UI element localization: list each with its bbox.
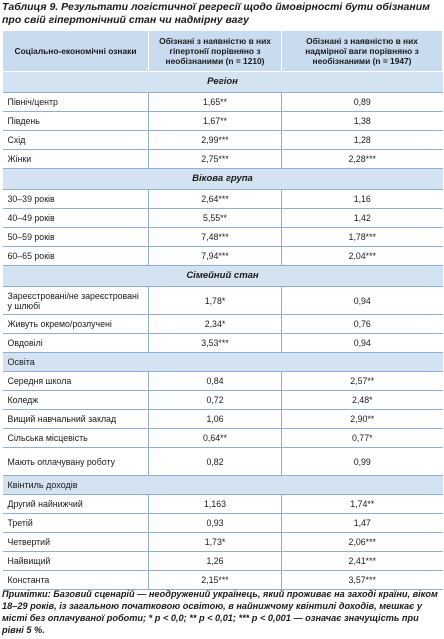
- table-header-row: [3, 31, 443, 72]
- row-label: Другий найнижчий: [3, 495, 149, 514]
- overweight-odds-ratio: 1,78***: [282, 228, 443, 247]
- group-header-row: [3, 476, 443, 495]
- section-header-row: [3, 72, 443, 93]
- table-row: [3, 410, 443, 429]
- row-label: 30–39 років: [3, 190, 149, 209]
- hypertension-odds-ratio: 3,53***: [149, 334, 282, 353]
- header-overweight: Обізнані з наявністю в них надмірної ваги порівняно з необізнаними (n = 1947): [282, 31, 443, 72]
- table-row: [3, 372, 443, 391]
- row-label: Мають оплачувану роботу: [3, 448, 149, 476]
- hypertension-odds-ratio: 0,84: [149, 372, 282, 391]
- overweight-odds-ratio: 1,74**: [282, 495, 443, 514]
- table-row: [3, 228, 443, 247]
- overweight-odds-ratio: 2,06***: [282, 533, 443, 552]
- table-row: [3, 315, 443, 334]
- row-label: 40–49 років: [3, 209, 149, 228]
- table-row: [3, 533, 443, 552]
- row-label: Третій: [3, 514, 149, 533]
- overweight-odds-ratio: 0,77*: [282, 429, 443, 448]
- group-title: Освіта: [3, 353, 443, 372]
- row-label: Коледж: [3, 391, 149, 410]
- table-row: [3, 448, 443, 476]
- hypertension-odds-ratio: 2,15***: [149, 571, 282, 590]
- overweight-odds-ratio: 1,38: [282, 112, 443, 131]
- hypertension-odds-ratio: 0,82: [149, 448, 282, 476]
- overweight-odds-ratio: 0,76: [282, 315, 443, 334]
- overweight-odds-ratio: 1,47: [282, 514, 443, 533]
- hypertension-odds-ratio: 1,78*: [149, 287, 282, 315]
- table-row: [3, 112, 443, 131]
- row-label: Північ/центр: [3, 93, 149, 112]
- hypertension-odds-ratio: 0,64**: [149, 429, 282, 448]
- overweight-odds-ratio: 1,16: [282, 190, 443, 209]
- group-title: Квінтиль доходів: [3, 476, 443, 495]
- table-row: [3, 552, 443, 571]
- row-label: Жінки: [3, 150, 149, 169]
- table-row: [3, 495, 443, 514]
- hypertension-odds-ratio: 1,163: [149, 495, 282, 514]
- regression-table-container: [2, 30, 442, 590]
- hypertension-odds-ratio: 2,75***: [149, 150, 282, 169]
- overweight-odds-ratio: 1,42: [282, 209, 443, 228]
- hypertension-odds-ratio: 7,48***: [149, 228, 282, 247]
- hypertension-odds-ratio: 2,34*: [149, 315, 282, 334]
- row-label: Вищий навчальний заклад: [3, 410, 149, 429]
- hypertension-odds-ratio: 1,26: [149, 552, 282, 571]
- overweight-odds-ratio: 2,57**: [282, 372, 443, 391]
- row-label: Овдовілі: [3, 334, 149, 353]
- overweight-odds-ratio: 1,28: [282, 131, 443, 150]
- hypertension-odds-ratio: 7,94***: [149, 247, 282, 266]
- section-title: Регіон: [3, 72, 443, 93]
- table-row: [3, 190, 443, 209]
- table-body: [3, 72, 443, 590]
- row-label: Живуть окремо/розлучені: [3, 315, 149, 334]
- overweight-odds-ratio: 0,94: [282, 334, 443, 353]
- row-label: Найвищий: [3, 552, 149, 571]
- header-hypertension: Обізнані з наявністю в них гіпертонії порівняно з необізнаними (n = 1210): [149, 31, 282, 72]
- overweight-odds-ratio: 0,99: [282, 448, 443, 476]
- row-label: 50–59 років: [3, 228, 149, 247]
- row-label: Четвертий: [3, 533, 149, 552]
- table-row: [3, 391, 443, 410]
- table-row: [3, 209, 443, 228]
- table-row: [3, 429, 443, 448]
- hypertension-odds-ratio: 0,72: [149, 391, 282, 410]
- hypertension-odds-ratio: 0,93: [149, 514, 282, 533]
- hypertension-odds-ratio: 2,99***: [149, 131, 282, 150]
- overweight-odds-ratio: 2,48*: [282, 391, 443, 410]
- row-label: 60–65 років: [3, 247, 149, 266]
- group-header-row: [3, 353, 443, 372]
- row-label: Зареєстровані/не зареєстровані у шлюбі: [3, 287, 149, 315]
- table-row: [3, 514, 443, 533]
- table-row: [3, 334, 443, 353]
- overweight-odds-ratio: 2,28***: [282, 150, 443, 169]
- header-characteristics: Соціально-економічні ознаки: [3, 31, 149, 72]
- hypertension-odds-ratio: 5,55**: [149, 209, 282, 228]
- row-label: Сільська місцевість: [3, 429, 149, 448]
- table-row: [3, 150, 443, 169]
- row-label: Схід: [3, 131, 149, 150]
- regression-table: [2, 30, 443, 590]
- table-row: [3, 131, 443, 150]
- overweight-odds-ratio: 2,90**: [282, 410, 443, 429]
- overweight-odds-ratio: 2,04***: [282, 247, 443, 266]
- table-row: [3, 93, 443, 112]
- row-label: Середня школа: [3, 372, 149, 391]
- row-label: Константа: [3, 571, 149, 590]
- section-title: Сімейний стан: [3, 266, 443, 287]
- overweight-odds-ratio: 0,94: [282, 287, 443, 315]
- hypertension-odds-ratio: 1,65**: [149, 93, 282, 112]
- hypertension-odds-ratio: 1,67**: [149, 112, 282, 131]
- section-title: Вікова група: [3, 169, 443, 190]
- table-caption: Таблиця 9. Результати логістичної регресії щодо ймовірності бути обізнаним про свій гіпертонічний стан чи надмірну вагу: [2, 1, 430, 26]
- table-notes: Примітки: Базовий сценарій — неодружений українець, який проживає на заході країни, віком 18–29 років, із загальною початковою освітою, в найнижчому квінтилі доходів, мешкає у місті без оплачуваної роботи; * p < 0,0; ** p < 0,01; *** p < 0,001 — означає значущість при рівні 5 %.: [2, 589, 438, 635]
- table-row: [3, 287, 443, 315]
- overweight-odds-ratio: 0,89: [282, 93, 443, 112]
- table-row: [3, 571, 443, 590]
- table-row: [3, 247, 443, 266]
- overweight-odds-ratio: 3,57***: [282, 571, 443, 590]
- hypertension-odds-ratio: 1,73*: [149, 533, 282, 552]
- row-label: Південь: [3, 112, 149, 131]
- hypertension-odds-ratio: 2,64***: [149, 190, 282, 209]
- section-header-row: [3, 169, 443, 190]
- hypertension-odds-ratio: 1,06: [149, 410, 282, 429]
- overweight-odds-ratio: 2,41***: [282, 552, 443, 571]
- section-header-row: [3, 266, 443, 287]
